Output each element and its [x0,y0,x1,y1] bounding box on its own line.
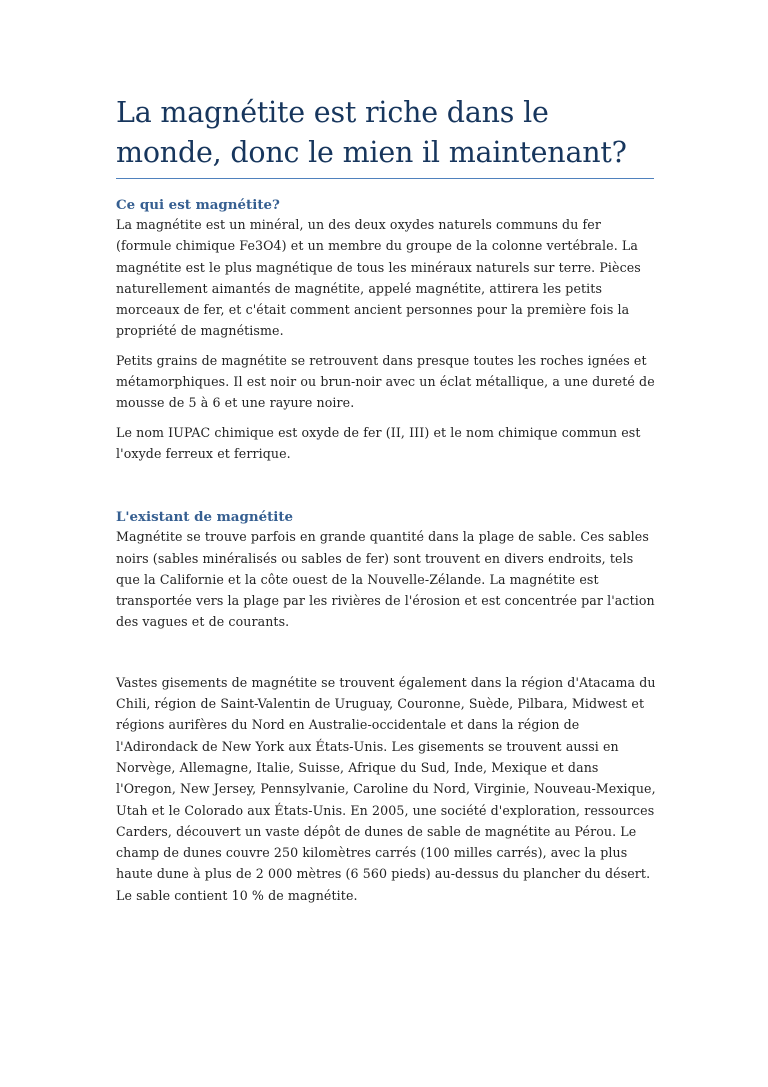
paragraph: Petits grains de magnétite se retrouvent dans presque toutes les roches ignées et métamorphiques. Il est noir ou brun-noir avec un éclat métallique, a une dureté de mousse de 5 à 6 et une rayure noire. [116,352,655,411]
paragraph: La magnétite est un minéral, un des deux oxydes naturels communs du fer (formule chimique Fe3O4) et un membre du groupe de la colonne vertébrale. La magnétite est le plus magnétique de tous les minéraux naturels sur terre. Pièces naturellement aimantés de magnétite, appelé magnétite, attirera les petits morceaux de fer, et c'était comment ancient personnes pour la première fois la propriété de magnétisme. [116,217,641,339]
section-heading-what-is: Ce qui est magnétite? [116,197,280,213]
document-body [116,93,656,906]
paragraph: Vastes gisements de magnétite se trouvent également dans la région d'Atacama du Chili, région de Saint-Valentin de Uruguay, Couronne, Suède, Pilbara, Midwest et régions aurifères du Nord en Australie-occidentale et dans la région de l'Adirondack de New York aux États-Unis. Les gisements se trouvent aussi en Norvège, Allemagne, Italie, Suisse, Afrique du Sud, Inde, Mexique et dans l'Oregon, New Jersey, Pennsylvanie, Caroline du Nord, Virginie, Nouveau-Mexique, Utah et le Colorado aux États-Unis. En 2005, une société d'exploration, ressources Carders, découvert un vaste dépôt de dunes de sable de magnétite au Pérou. Le champ de dunes couvre 250 kilomètres carrés (100 milles carrés), avec la plus haute dune à plus de 2 000 mètres (6 560 pieds) au-dessus du plancher du désert. Le sable contient 10 % de magnétite. [116,674,656,903]
section-spacer [116,464,656,508]
paragraph-spacer [116,633,656,672]
section-heading-occurrence: L'existant de magnétite [116,509,294,526]
title-underline [116,178,654,179]
page-title: La magnétite est riche dans le monde, donc le mien il maintenant? [116,96,627,169]
paragraph-spacer [116,414,656,422]
paragraph-spacer [116,342,656,350]
paragraph: Magnétite se trouve parfois en grande quantité dans la plage de sable. Ces sables noirs (sables minéralisés ou sables de fer) sont trouvent en divers endroits, tels que la Californie et la côte ouest de la Nouvelle-Zélande. La magnétite est transportée vers la plage par les rivières de l'érosion et est concentrée par l'action des vagues et de courants. [116,529,655,630]
paragraph: Le nom IUPAC chimique est oxyde de fer (II, III) et le nom chimique commun est l'oxyde ferreux et ferrique. [116,424,641,461]
